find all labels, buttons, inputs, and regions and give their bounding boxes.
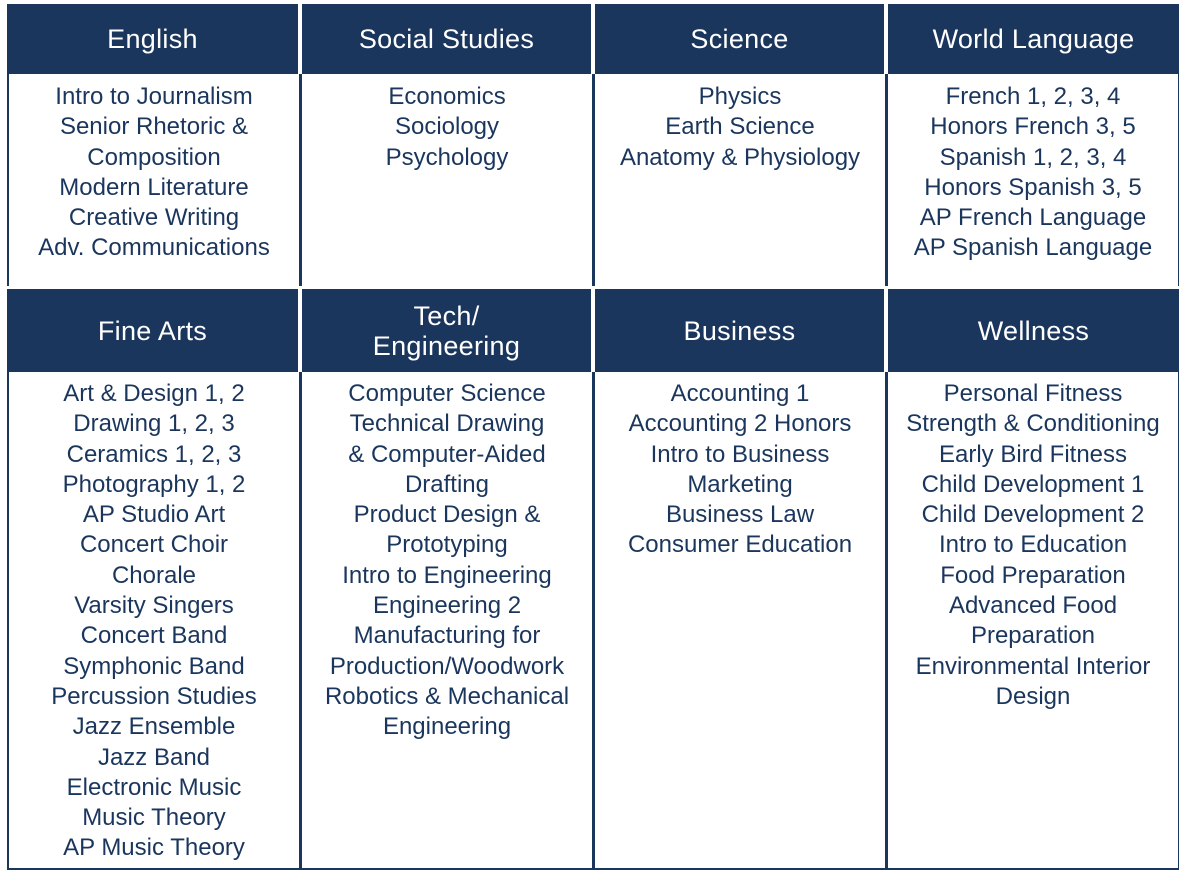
course-item: Intro to Business bbox=[650, 440, 830, 468]
cell-business bbox=[593, 372, 886, 870]
course-item: Adv. Communications bbox=[38, 234, 270, 262]
cell-world-language bbox=[886, 74, 1179, 286]
course-item: French 1, 2, 3, 4 bbox=[945, 83, 1121, 110]
course-item: Child Development 1 bbox=[921, 470, 1145, 498]
course-item: Engineering 2 bbox=[372, 592, 522, 620]
header-science: Science bbox=[593, 4, 886, 74]
course-item: Spanish 1, 2, 3, 4 bbox=[939, 143, 1127, 171]
course-item: Robotics & Mechanical Engineering bbox=[324, 682, 570, 741]
course-item: Marketing bbox=[687, 470, 793, 498]
header-wellness: Wellness bbox=[886, 286, 1179, 372]
course-item: Early Bird Fitness bbox=[938, 440, 1128, 468]
course-item: Consumer Education bbox=[627, 531, 853, 559]
cell-wellness bbox=[886, 372, 1179, 870]
course-item: Child Development 2 bbox=[921, 501, 1145, 529]
course-item: Anatomy & Physiology bbox=[619, 143, 861, 171]
header-fine-arts: Fine Arts bbox=[7, 286, 300, 372]
course-item: Strength & Conditioning bbox=[906, 410, 1160, 438]
course-item: Psychology bbox=[385, 143, 509, 171]
course-item: Economics bbox=[388, 83, 506, 110]
course-item: Senior Rhetoric & Composition bbox=[59, 113, 249, 171]
course-item: Sociology bbox=[394, 113, 500, 141]
course-item: Music Theory bbox=[82, 804, 226, 832]
course-item: Environmental Interior Design bbox=[915, 652, 1151, 710]
course-item: Symphonic Band bbox=[63, 652, 245, 680]
course-item: Intro to Education bbox=[938, 531, 1128, 559]
header-english: English bbox=[7, 4, 300, 74]
header-business: Business bbox=[593, 286, 886, 372]
course-item: Drawing 1, 2, 3 bbox=[73, 410, 235, 438]
course-item: Business Law bbox=[665, 501, 815, 529]
course-item: Honors Spanish 3, 5 bbox=[924, 173, 1142, 201]
cell-english bbox=[7, 74, 300, 286]
course-item: Art & Design 1, 2 bbox=[63, 380, 245, 407]
course-item: Accounting 2 Honors bbox=[628, 410, 852, 438]
course-item: Accounting 1 bbox=[670, 380, 810, 407]
course-item: AP Music Theory bbox=[63, 834, 245, 862]
cell-fine-arts bbox=[7, 372, 300, 870]
course-item: AP Spanish Language bbox=[913, 234, 1153, 262]
course-item: Concert Band bbox=[80, 622, 228, 650]
cell-social-studies bbox=[300, 74, 593, 286]
course-item: Physics bbox=[698, 83, 782, 110]
course-item: Concert Choir bbox=[79, 531, 229, 559]
course-item: Intro to Journalism bbox=[55, 83, 253, 110]
header-social-studies: Social Studies bbox=[300, 4, 593, 74]
course-item: Manufacturing for Production/Woodwork bbox=[329, 622, 565, 680]
cell-tech-engineering bbox=[300, 372, 593, 870]
course-item: Electronic Music bbox=[66, 773, 242, 801]
course-item: Food Preparation bbox=[940, 561, 1126, 589]
course-item: Varsity Singers bbox=[74, 592, 234, 620]
course-item: Intro to Engineering bbox=[342, 561, 552, 589]
course-item: Photography 1, 2 bbox=[62, 470, 246, 498]
course-item: Ceramics 1, 2, 3 bbox=[66, 440, 242, 468]
course-item: Chorale bbox=[111, 561, 197, 589]
course-item: Jazz Ensemble bbox=[72, 713, 236, 741]
course-item: AP French Language bbox=[919, 204, 1147, 232]
course-item: Jazz Band bbox=[97, 743, 211, 771]
course-item: Percussion Studies bbox=[51, 682, 257, 710]
course-item: Advanced Food Preparation bbox=[948, 592, 1118, 650]
course-item: AP Studio Art bbox=[82, 501, 226, 529]
course-item: Earth Science bbox=[665, 113, 815, 141]
course-item: Modern Literature bbox=[59, 173, 249, 201]
cell-science bbox=[593, 74, 886, 286]
course-item: Honors French 3, 5 bbox=[930, 113, 1136, 141]
course-grid bbox=[7, 4, 1183, 870]
course-item: Personal Fitness bbox=[943, 380, 1123, 407]
course-item: Computer Science bbox=[348, 380, 546, 407]
header-tech-engineering: Tech/ Engineering bbox=[300, 286, 593, 372]
header-world-language: World Language bbox=[886, 4, 1179, 74]
course-item: Creative Writing bbox=[68, 204, 240, 232]
course-item: Technical Drawing & Computer-Aided Drafting bbox=[348, 410, 546, 498]
course-item: Product Design & Prototyping bbox=[353, 501, 541, 559]
